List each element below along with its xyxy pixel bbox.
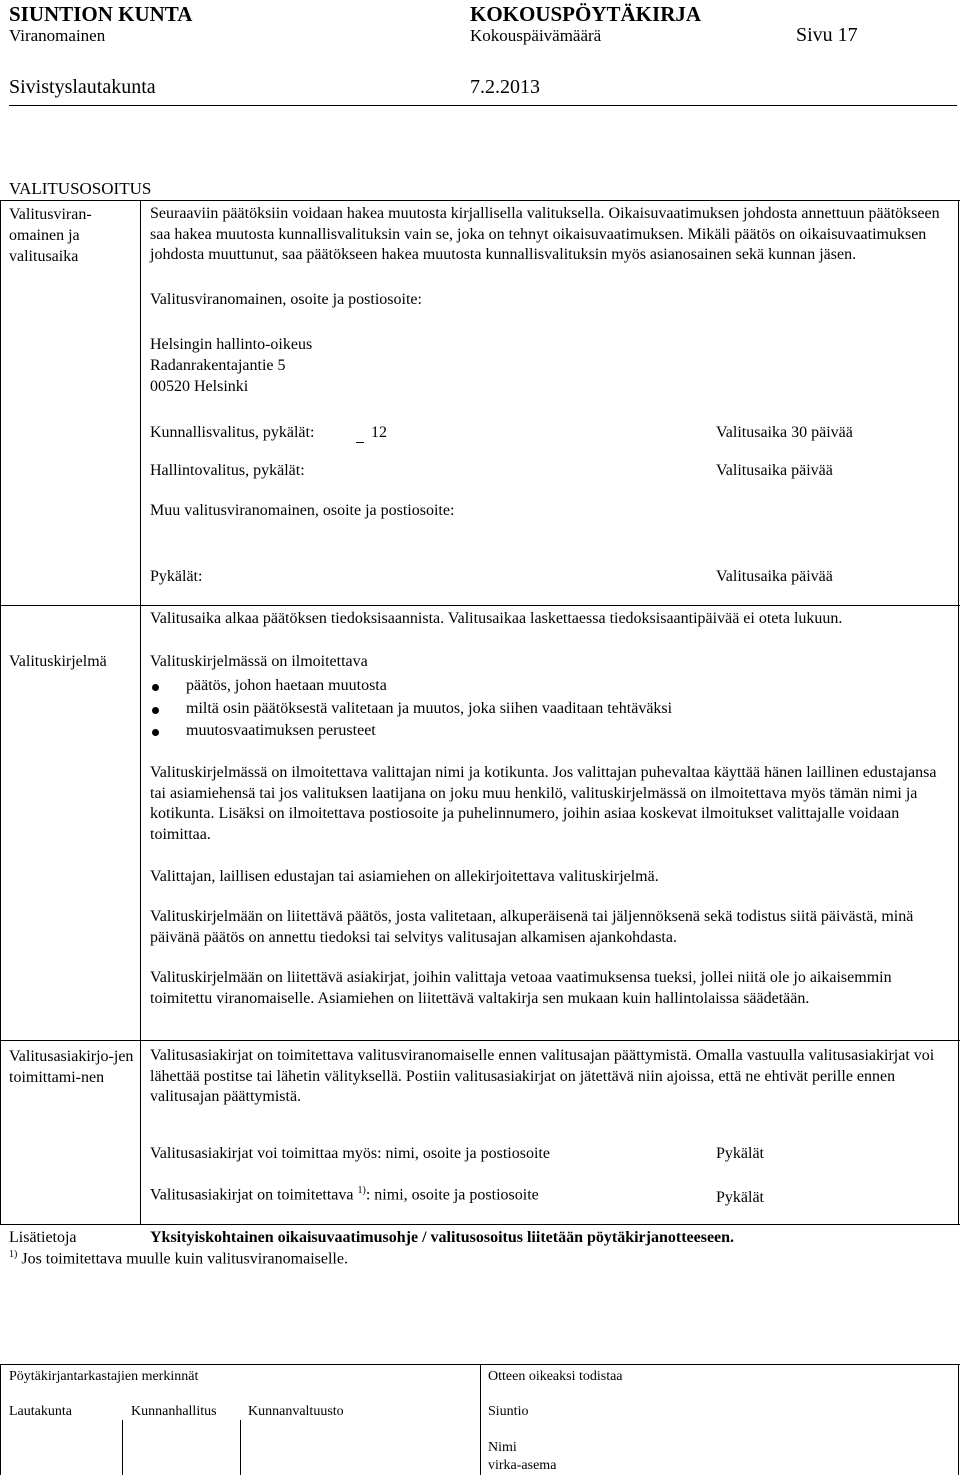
table-top-border <box>0 200 960 201</box>
other-appeal-period: Valitusaika päivää <box>716 568 833 585</box>
address-line-1: Helsingin hallinto-oikeus <box>150 336 313 353</box>
footer-divider-a <box>122 1420 123 1475</box>
municipal-appeal-label: Kunnallisvalitus, pykälät: <box>150 424 315 441</box>
bullet-icon <box>152 707 159 714</box>
document-type: KOKOUSPÖYTÄKIRJA <box>470 2 702 26</box>
extra-info-text: Yksityiskohtainen oikaisuvaatimusohje / valitusosoitus liitetään pöytäkirjanotteeseen. <box>150 1229 735 1246</box>
must-deliver-sections: Pykälät <box>716 1189 764 1206</box>
appeal-letter-label: Valituskirjelmä <box>9 653 107 670</box>
municipal-appeal-period: Valitusaika 30 päivää <box>716 424 853 441</box>
address-line-3: 00520 Helsinki <box>150 378 249 395</box>
other-authority-label: Muu valitusviranomainen, osoite ja postiosoite: <box>150 502 455 519</box>
appeal-letter-paragraph-4: Valituskirjelmään on liitettävä asiakirjat, joihin valittaja vetoaa vaatimuksensa tueksi, jollei niitä ole jo aikaisemmin toimitettu viranomaiselle. Asiamiehen on liitettävä valtakirja sen mukaan kuin hallintolaissa säädetään. <box>150 969 892 1007</box>
admin-appeal-period: Valitusaika päivää <box>716 462 833 479</box>
extra-info-label: Lisätietoja <box>9 1229 77 1246</box>
authority-name: Sivistyslautakunta <box>9 76 156 98</box>
municipal-appeal-sections: 12 <box>371 424 387 441</box>
also-deliver-sections: Pykälät <box>716 1145 764 1162</box>
period-start-text: Valitusaika alkaa päätöksen tiedoksisaannista. Valitusaikaa laskettaessa tiedoksisaantipäivää ei oteta lukuun. <box>150 610 843 627</box>
table-right-border <box>958 200 959 1224</box>
footnote: $^{1)}$ Jos toimitettava muulle kuin valitusviranomaiselle. <box>9 1249 348 1268</box>
certified-copy-label: Otteen oikeaksi todistaa <box>488 1369 623 1384</box>
council-label: Kunnanvaltuusto <box>248 1404 344 1419</box>
appeal-letter-paragraph-1: Valituskirjelmässä on ilmoitettava valittajan nimi ja kotikunta. Jos valittajan puhevaltaa käyttää hänen laillinen edustajansa tai asiamiehensä tai jos valituksen laatijana on joku muu henkilö, valituskirjelmässä on ilmoitettava myös tämän nimi ja kotikunta. Lisäksi on ilmoitettava postiosoite ja puhelinnumero, joihin asiaa koskevat ilmoitukset valittajalle voidaan toimittaa. <box>150 764 937 843</box>
position-label: virka-asema <box>488 1458 557 1473</box>
page-number: Sivu 17 <box>796 24 858 46</box>
authority-label: Viranomainen <box>9 26 106 45</box>
executive-label: Kunnanhallitus <box>131 1404 217 1419</box>
must-state-text: Valituskirjelmässä on ilmoitettava <box>150 653 368 670</box>
meeting-date: 7.2.2013 <box>470 76 540 98</box>
appeal-letter-paragraph-3: Valituskirjelmään on liitettävä päätös, josta valitetaan, alkuperäisenä tai jäljennöksenä sekä todistus siitä päivästä, minä päivänä päätös on annettu tiedoksi tai selvitys valitusajan alkamisen ajankohdasta. <box>150 908 914 946</box>
appeal-letter-paragraph-2: Valittajan, laillisen edustajan tai asiamiehen on allekirjoitettava valituskirjelmä. <box>150 868 659 885</box>
checkers-label: Pöytäkirjantarkastajien merkinnät <box>9 1369 199 1384</box>
other-sections-label: Pykälät: <box>150 568 203 585</box>
sections-field-line <box>356 442 364 443</box>
board-label: Lautakunta <box>9 1404 72 1419</box>
row-divider-1 <box>0 605 960 606</box>
table-left-border <box>0 200 1 1224</box>
municipality-name: SIUNTION KUNTA <box>9 2 193 26</box>
footer-right-border <box>958 1364 959 1475</box>
address-line-2: Radanrakentajantie 5 <box>150 357 286 374</box>
delivery-paragraph: Valitusasiakirjat on toimitettava valitusviranomaiselle ennen valitusajan päättymistä. Omalla vastuulla valitusasiakirjat voi lähettää postitse tai lähetin välityksellä. Postiin valitusasiakirjat on jätettävä niin ajoissa, että ne ehtivät perille ennen valitusajan päättymistä. <box>150 1047 935 1105</box>
meeting-date-label: Kokouspäivämäärä <box>470 26 602 45</box>
admin-appeal-label: Hallintovalitus, pykälät: <box>150 462 305 479</box>
bullet-icon <box>152 684 159 691</box>
bullet-icon <box>152 729 159 736</box>
name-label: Nimi <box>488 1440 517 1455</box>
appeal-intro-text: Seuraaviin päätöksiin voidaan hakea muutosta kirjallisella valituksella. Oikaisuvaatimuksen johdosta annettuun päätökseen saa hakea muutosta kunnallisvalituksin vain se, joka on tehnyt oikaisuvaatimuksen. Mikäli päätös on oikaisuvaatimuksen johdosta muuttunut, saa päätökseen hakea muutosta kunnallisvalituksin myös asianosainen sekä kunnan jäsen. <box>150 205 940 263</box>
appeal-address-label: Valitusviranomainen, osoite ja postiosoite: <box>150 291 422 308</box>
appeal-authority-label: Valitusviran-omainen ja valitusaika <box>9 206 92 265</box>
table-bottom-border <box>0 1224 960 1225</box>
also-deliver-text: Valitusasiakirjat voi toimittaa myös: nimi, osoite ja postiosoite <box>150 1145 550 1162</box>
footer-left-border <box>0 1364 1 1475</box>
place-label: Siuntio <box>488 1404 529 1419</box>
delivery-label: Valitusasiakirjo-jen toimittami-nen <box>9 1048 134 1086</box>
header-underline <box>9 105 957 106</box>
row-divider-2 <box>0 1040 960 1041</box>
footer-divider-b <box>240 1420 241 1475</box>
document-title: VALITUSOSOITUS <box>9 179 152 198</box>
footer-center-divider <box>480 1364 481 1475</box>
must-deliver-text: Valitusasiakirjat on toimitettava $^{1)}$: nimi, osoite ja postiosoite <box>150 1185 539 1204</box>
